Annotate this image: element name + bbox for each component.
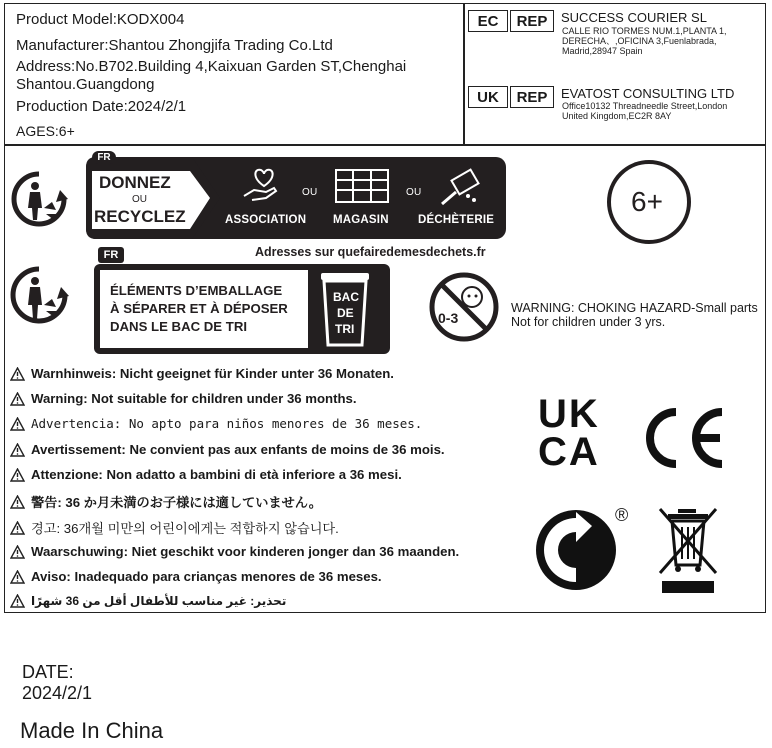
ukca-mark-bottom: CA bbox=[538, 430, 600, 474]
header-vertical-divider bbox=[463, 3, 465, 145]
emballage-line-2: À SÉPARER ET À DÉPOSER bbox=[110, 301, 288, 316]
warning-triangle-icon bbox=[10, 521, 25, 535]
choking-hazard-icon bbox=[428, 271, 500, 343]
magasin-text: MAGASIN bbox=[333, 214, 389, 226]
warning-triangle-icon bbox=[10, 417, 25, 431]
ec-rep-address-3: Madrid,28947 Spain bbox=[562, 46, 643, 56]
uk-rep-address-1: Office10132 Threadneedle Street,London bbox=[562, 101, 728, 111]
decheterie-text: DÉCHÈTERIE bbox=[418, 214, 495, 226]
header-divider bbox=[4, 144, 766, 146]
bin-text-bac: BAC bbox=[333, 290, 359, 304]
ec-rep-tag: REP bbox=[510, 10, 554, 32]
warning-pt-text: Aviso: Inadequado para crianças menores de 36 meses. bbox=[31, 569, 382, 584]
recyclez-text: RECYCLEZ bbox=[94, 207, 186, 226]
uk-rep-address-2: United Kingdom,EC2R 8AY bbox=[562, 111, 672, 121]
registered-mark: ® bbox=[615, 505, 629, 525]
bin-text-tri: TRI bbox=[335, 322, 355, 336]
manufacturer: Manufacturer:Shantou Zhongjifa Trading Co.Ltd bbox=[16, 37, 333, 54]
triman-addresses-link: Adresses sur quefairedemesdechets.fr bbox=[255, 245, 486, 259]
green-dot-icon bbox=[534, 508, 618, 592]
ec-rep-address-2: DERECHA、,OFICINA 3,Fuenlabrada, bbox=[562, 36, 717, 46]
donnez-text: DONNEZ bbox=[99, 173, 171, 192]
emballage-fr-tag: FR bbox=[98, 247, 124, 263]
warning-triangle-icon bbox=[10, 443, 25, 457]
waste-drop-icon bbox=[438, 164, 482, 208]
warning-triangle-icon bbox=[10, 392, 25, 406]
ec-rep-address-1: CALLE RIO TORMES NUM.1,PLANTA 1, bbox=[562, 26, 727, 36]
made-in-china: Made In China bbox=[20, 718, 164, 743]
ou-text-3: OU bbox=[406, 187, 422, 198]
warning-es bbox=[10, 416, 422, 431]
product-model: Product Model:KODX004 bbox=[16, 11, 185, 28]
association-text: ASSOCIATION bbox=[225, 214, 307, 226]
warning-de bbox=[10, 366, 394, 381]
ec-tag: EC bbox=[468, 10, 508, 32]
production-date: Production Date:2024/2/1 bbox=[16, 98, 187, 115]
uk-rep-name: EVATOST CONSULTING LTD bbox=[561, 86, 735, 101]
uk-rep-tag: REP bbox=[510, 86, 554, 108]
warning-it bbox=[10, 467, 402, 482]
bin-text-de: DE bbox=[337, 306, 354, 320]
warning-nl-text: Waarschuwing: Niet geschikt voor kinderen jonger dan 36 maanden. bbox=[31, 544, 460, 559]
ages: AGES:6+ bbox=[16, 123, 75, 139]
warning-it-text: Attenzione: Non adatto a bambini di età inferiore a 36 mesi. bbox=[31, 467, 402, 482]
warning-triangle-icon bbox=[10, 495, 25, 509]
triman-fr-tag: FR bbox=[92, 151, 116, 164]
triman-recycle-icon-2 bbox=[8, 263, 70, 329]
warning-triangle-icon bbox=[10, 468, 25, 482]
choking-age-range: 0-3 bbox=[438, 310, 459, 326]
choking-warning-line-1: WARNING: CHOKING HAZARD-Small parts bbox=[511, 301, 758, 315]
warning-ar-text: تحذير: غير مناسب للأطفال أقل من 36 شهرًا bbox=[31, 594, 287, 608]
emballage-line-1: ÉLÉMENTS D’EMBALLAGE bbox=[110, 283, 283, 298]
ukca-mark-top: UK bbox=[538, 392, 600, 436]
emballage-line-3: DANS LE BAC DE TRI bbox=[110, 319, 248, 334]
heart-hand-icon bbox=[242, 166, 288, 204]
warning-en-text: Warning: Not suitable for children under 36 months. bbox=[31, 391, 357, 406]
address-line-2: Shantou.Guangdong bbox=[16, 76, 155, 93]
warning-triangle-icon bbox=[10, 367, 25, 381]
address-line-1: Address:No.B702.Building 4,Kaixuan Garden ST,Chenghai bbox=[16, 58, 407, 75]
warning-triangle-icon bbox=[10, 570, 25, 584]
warning-ar bbox=[10, 594, 286, 608]
warning-ko bbox=[10, 518, 339, 537]
donnez-ou-text: OU bbox=[132, 194, 147, 205]
ec-rep-name: SUCCESS COURIER SL bbox=[561, 10, 707, 25]
ce-mark-icon bbox=[636, 406, 728, 470]
warning-en bbox=[10, 391, 357, 406]
choking-warning-line-2: Not for children under 3 yrs. bbox=[511, 315, 666, 329]
store-icon bbox=[334, 168, 390, 206]
weee-crossed-bin-icon bbox=[656, 505, 720, 597]
warning-ko-text: 경고: 36개월 미만의 어린이에게는 적합하지 않습니다. bbox=[31, 521, 339, 536]
warning-triangle-icon bbox=[10, 594, 25, 608]
warning-fr-text: Avertissement: Ne convient pas aux enfants de moins de 36 mois. bbox=[31, 442, 445, 457]
ou-text-2: OU bbox=[302, 187, 318, 198]
age-badge-text: 6+ bbox=[631, 186, 663, 217]
triman-recycle-icon bbox=[8, 168, 70, 230]
warning-triangle-icon bbox=[10, 545, 25, 559]
warning-ja-text: 警告: 36 か月未満のお子様には適していません。 bbox=[31, 495, 322, 510]
warning-es-text: Advertencia: No apto para niños menores de 36 meses. bbox=[31, 416, 423, 431]
warning-pt bbox=[10, 569, 382, 584]
warning-ja bbox=[10, 492, 322, 511]
footer-date-label: DATE: bbox=[22, 662, 74, 682]
footer-date-value: 2024/2/1 bbox=[22, 683, 93, 703]
warning-nl bbox=[10, 544, 459, 559]
warning-de-text: Warnhinweis: Nicht geeignet für Kinder unter 36 Monaten. bbox=[31, 366, 394, 381]
warning-fr bbox=[10, 442, 445, 457]
uk-tag: UK bbox=[468, 86, 508, 108]
